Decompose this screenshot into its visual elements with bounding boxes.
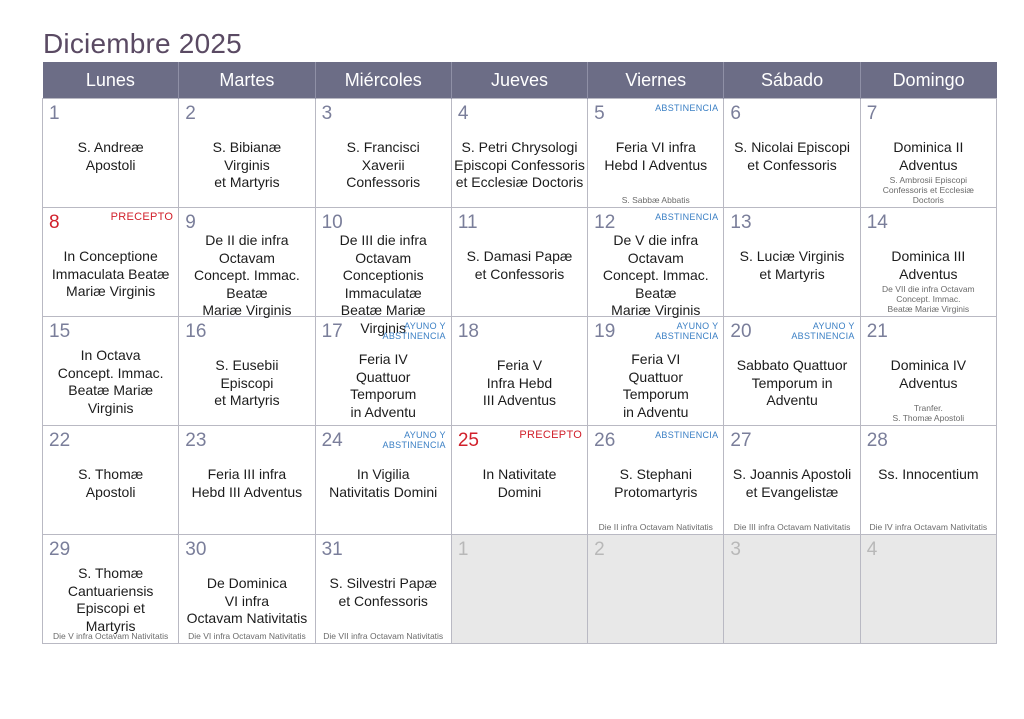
day-cell[interactable] [724,317,860,426]
feast-title: Sabbato Quattuor Temporum in Adventu [736,357,848,408]
weekday-sunday: Domingo [860,62,996,99]
feast-title: In Conceptione Immaculata Beatæ Mariæ Virginis [51,248,170,299]
feast-title: In Octava Concept. Immac. Beatæ Mariæ Virginis [57,347,164,416]
abstinencia-badge: AYUNO Y ABSTINENCIA [655,321,719,341]
day-number: 17 [321,321,343,342]
weekday-monday: Lunes [43,62,179,99]
day-cell[interactable] [451,426,587,535]
precepto-badge: PRECEPTO [110,211,174,223]
day-number: 14 [866,212,888,233]
day-number: 4 [457,103,469,124]
feast-title: Ss. Innocentium [878,466,979,482]
commemoration-note: Tranfer. S. Thomæ Apostoli [892,403,965,423]
abstinencia-badge: AYUNO Y ABSTINENCIA [382,430,446,450]
day-cell[interactable] [451,535,587,644]
day-number: 10 [321,212,343,233]
commemoration-note: Die IV infra Octavam Nativitatis [869,522,988,532]
day-cell[interactable] [315,535,451,644]
day-number: 9 [185,212,196,233]
day-cell[interactable] [588,208,724,317]
day-number: 23 [185,430,207,451]
weekday-friday: Viernes [588,62,724,99]
day-cell[interactable] [315,99,451,208]
day-cell[interactable] [43,208,179,317]
day-number: 25 [457,430,479,451]
feast-title: De III die infra Octavam Conceptionis Immaculatæ Beatæ Mariæ Virginis [339,232,427,336]
feast-title: S. Luciæ Virginis et Martyris [739,248,845,282]
feast-title: De II die infra Octavam Concept. Immac. Beatæ Mariæ Virginis [194,232,300,318]
week-row [43,535,997,644]
feast-title: De Dominica VI infra Octavam Nativitatis [186,575,308,626]
weekday-saturday: Sábado [724,62,860,99]
day-cell[interactable] [724,535,860,644]
commemoration-note: Die V infra Octavam Nativitatis [53,631,169,641]
day-number: 8 [49,212,60,233]
day-cell[interactable] [179,317,315,426]
commemoration-note: S. Ambrosii Episcopi Confessoris et Ecclesiæ Doctoris [882,175,974,205]
day-number: 6 [730,103,741,124]
feast-title: Feria III infra Hebd III Adventus [191,466,303,500]
feast-title: S. Silvestri Papæ et Confessoris [329,575,437,609]
day-number: 11 [457,212,478,233]
day-number: 7 [866,103,878,124]
day-cell[interactable] [588,426,724,535]
day-number: 26 [594,430,616,451]
day-cell[interactable] [588,317,724,426]
abstinencia-badge: ABSTINENCIA [655,103,719,113]
day-cell[interactable] [860,317,996,426]
day-cell[interactable] [43,426,179,535]
day-cell[interactable] [451,99,587,208]
day-number: 12 [594,212,616,233]
calendar-grid [42,62,997,644]
feast-title: De V die infra Octavam Concept. Immac. Beatæ Mariæ Virginis [602,232,709,318]
week-row [43,208,997,317]
commemoration-note: Die III infra Octavam Nativitatis [733,522,851,532]
commemoration-note: S. Sabbæ Abbatis [621,195,690,205]
feast-title: Dominica II Adventus [893,139,964,173]
day-number: 28 [866,430,888,451]
feast-title: Feria VI infra Hebd I Adventus [604,139,708,173]
feast-title: S. Damasi Papæ et Confessoris [466,248,573,282]
day-cell[interactable] [724,426,860,535]
day-cell[interactable] [860,426,996,535]
day-cell[interactable] [43,317,179,426]
feast-title: S. Eusebii Episcopi et Martyris [214,357,280,408]
feast-title: Dominica III Adventus [891,248,966,282]
day-cell[interactable] [179,426,315,535]
day-number: 30 [185,539,207,560]
feast-title: S. Nicolai Episcopi et Confessoris [734,139,851,173]
day-cell[interactable] [43,99,179,208]
day-number: 2 [185,103,196,124]
day-number: 18 [457,321,479,342]
day-cell[interactable] [588,99,724,208]
day-cell[interactable] [451,208,587,317]
day-number: 4 [866,539,878,560]
day-cell[interactable] [860,99,996,208]
weekday-header-row [43,62,997,99]
weekday-tuesday: Martes [179,62,315,99]
day-number: 3 [321,103,333,124]
day-cell[interactable] [43,535,179,644]
day-number: 31 [321,539,343,560]
day-cell[interactable] [315,317,451,426]
day-cell[interactable] [179,535,315,644]
feast-title: Dominica IV Adventus [890,357,967,391]
day-number: 19 [594,321,616,342]
day-number: 21 [866,321,888,342]
abstinencia-badge: ABSTINENCIA [655,430,719,440]
commemoration-note: Die II infra Octavam Nativitatis [598,522,713,532]
day-number: 16 [185,321,207,342]
day-cell[interactable] [179,208,315,317]
precepto-badge: PRECEPTO [519,429,583,441]
commemoration-note: Die VII infra Octavam Nativitatis [323,631,444,641]
day-number: 24 [321,430,343,451]
feast-title: In Vigilia Nativitatis Domini [329,466,438,500]
day-cell[interactable] [588,535,724,644]
weekday-thursday: Jueves [451,62,587,99]
feast-title: Feria IV Quattuor Temporum in Adventu [350,351,417,420]
feast-title: In Nativitate Domini [482,466,557,500]
day-number: 27 [730,430,752,451]
feast-title: S. Joannis Apostoli et Evangelistæ [732,466,852,500]
week-row [43,99,997,208]
feast-title: Feria VI Quattuor Temporum in Adventu [622,351,689,420]
feast-title: S. Stephani Protomartyris [614,466,698,500]
day-number: 3 [730,539,741,560]
commemoration-note: De VII die infra Octavam Concept. Immac. Beatæ Mariæ Virginis [882,284,975,314]
day-cell[interactable] [724,208,860,317]
abstinencia-badge: ABSTINENCIA [655,212,719,222]
day-number: 29 [49,539,71,560]
day-cell[interactable] [451,317,587,426]
page-title: Diciembre 2025 [43,28,242,59]
day-number: 5 [594,103,605,124]
feast-title: S. Andreæ Apostoli [77,139,144,173]
day-cell[interactable] [315,426,451,535]
abstinencia-badge: AYUNO Y ABSTINENCIA [791,321,855,341]
feast-title: S. Thomæ Cantuariensis Episcopi et Martyris [67,565,154,634]
day-number: 2 [594,539,605,560]
day-cell[interactable] [724,99,860,208]
feast-title: S. Bibianæ Virginis et Martyris [212,139,282,190]
weekday-wednesday: Miércoles [315,62,451,99]
day-number: 1 [457,539,469,560]
day-number: 15 [49,321,71,342]
day-cell[interactable] [860,208,996,317]
week-row [43,426,997,535]
feast-title: S. Francisci Xaverii Confessoris [346,139,421,190]
week-row [43,317,997,426]
feast-title: S. Petri Chrysologi Episcopi Confessoris et Ecclesiæ Doctoris [454,139,585,190]
feast-title: Feria V Infra Hebd III Adventus [482,357,557,408]
day-number: 20 [730,321,752,342]
day-number: 13 [730,212,752,233]
day-cell[interactable] [179,99,315,208]
commemoration-note: Die VI infra Octavam Nativitatis [188,631,306,641]
day-number: 22 [49,430,71,451]
day-number: 1 [49,103,60,124]
feast-title: S. Thomæ Apostoli [78,466,144,500]
day-cell[interactable] [860,535,996,644]
abstinencia-badge: AYUNO Y ABSTINENCIA [382,321,446,341]
